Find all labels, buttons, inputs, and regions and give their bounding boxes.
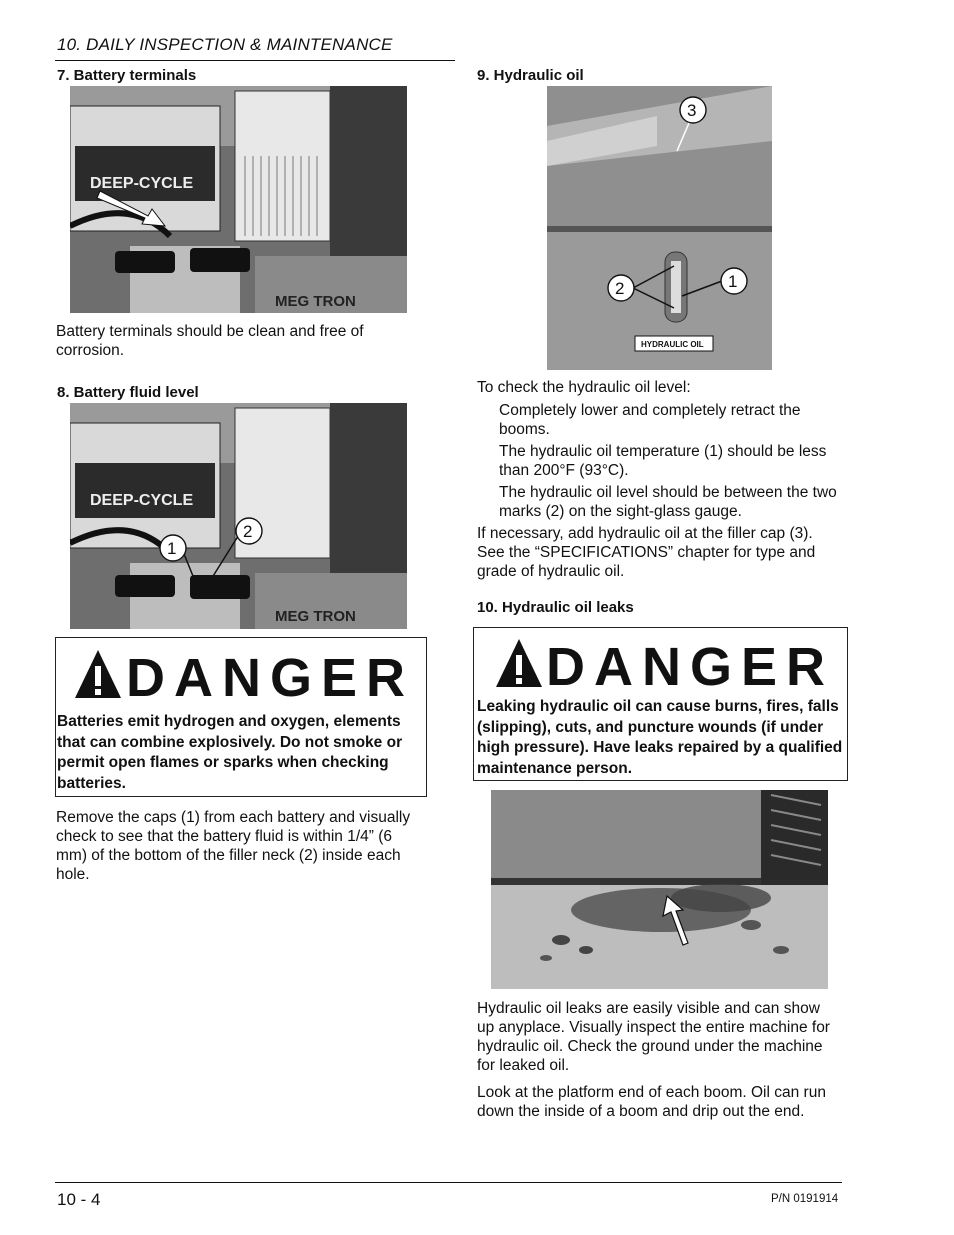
- hydraulic-oil-label: HYDRAULIC OIL: [641, 340, 704, 349]
- callout-1-label: 1: [728, 272, 738, 291]
- oil-leak-photo: [491, 790, 828, 989]
- danger-box-batteries: [55, 637, 427, 797]
- hydraulic-after: If necessary, add hydraulic oil at the filler cap (3). See the “SPECIFICATIONS” chapter for type and grade of hydraulic oil.: [477, 525, 816, 580]
- heading-battery-fluid-level: 8. Battery fluid level: [57, 384, 199, 401]
- heading-hydraulic-oil: 9. Hydraulic oil: [477, 67, 584, 84]
- page-number: 10 - 4: [57, 1190, 101, 1209]
- battery-label-meg-tron-2: MEG TRON: [275, 608, 356, 625]
- battery-fluid-body: Remove the caps (1) from each battery and visually check to see that the battery fluid is within 1/4” (6 mm) of the bottom of the filler neck (2) inside each hole.: [56, 809, 411, 883]
- callout-2-label: 2: [615, 279, 625, 298]
- oil-leak-body-1: Hydraulic oil leaks are easily visible and can show up anyplace. Visually inspect the entire machine for hydraulic oil. Check the ground under the machine for leaked oil.: [477, 1000, 830, 1074]
- hydraulic-intro: To check the hydraulic oil level:: [477, 379, 691, 396]
- callout-2-battery-label: 2: [243, 522, 253, 541]
- hydraulic-step-2: The hydraulic oil temperature (1) should be less than 200°F (93°C).: [499, 443, 827, 479]
- heading-battery-terminals: 7. Battery terminals: [57, 67, 197, 84]
- oil-leak-body-2: Look at the platform end of each boom. Oil can run down the inside of a boom and drip out the end.: [477, 1084, 826, 1120]
- battery-label-deep-cycle: DEEP-CYCLE: [90, 175, 194, 192]
- battery-terminals-photo: [70, 86, 407, 313]
- hydraulic-oil-photo: [547, 86, 772, 370]
- danger-text-batteries: Batteries emit hydrogen and oxygen, elements that can combine explosively. Do not smoke or permit open flames or sparks when checking batteries.: [57, 713, 403, 792]
- danger-text-hydraulic: Leaking hydraulic oil can cause burns, fires, falls (slipping), cuts, and puncture wounds (if under high pressure). Have leaks repaired by a qualified maintenance person.: [477, 698, 843, 777]
- warning-triangle-icon: [494, 637, 544, 694]
- danger-word: DANGER: [126, 648, 415, 708]
- warning-triangle-icon: [73, 648, 123, 705]
- part-number: P/N 0191914: [771, 1193, 839, 1205]
- callout-3-label: 3: [687, 101, 697, 120]
- battery-terminals-body: Battery terminals should be clean and free of corrosion.: [56, 323, 364, 359]
- callout-1-battery-label: 1: [167, 539, 177, 558]
- battery-label-meg-tron: MEG TRON: [275, 293, 356, 310]
- header-rule: [55, 60, 455, 61]
- hydraulic-step-1: Completely lower and completely retract the booms.: [499, 402, 801, 438]
- section-title: 10. DAILY INSPECTION & MAINTENANCE: [57, 35, 393, 54]
- danger-box-hydraulic: [473, 627, 848, 781]
- hydraulic-step-3: The hydraulic oil level should be between the two marks (2) on the sight-glass gauge.: [499, 484, 837, 520]
- battery-label-deep-cycle-2: DEEP-CYCLE: [90, 492, 194, 509]
- heading-hydraulic-leaks: 10. Hydraulic oil leaks: [477, 599, 634, 616]
- battery-fluid-photo: [70, 403, 407, 629]
- danger-word: DANGER: [546, 637, 835, 697]
- footer-rule: [55, 1182, 842, 1183]
